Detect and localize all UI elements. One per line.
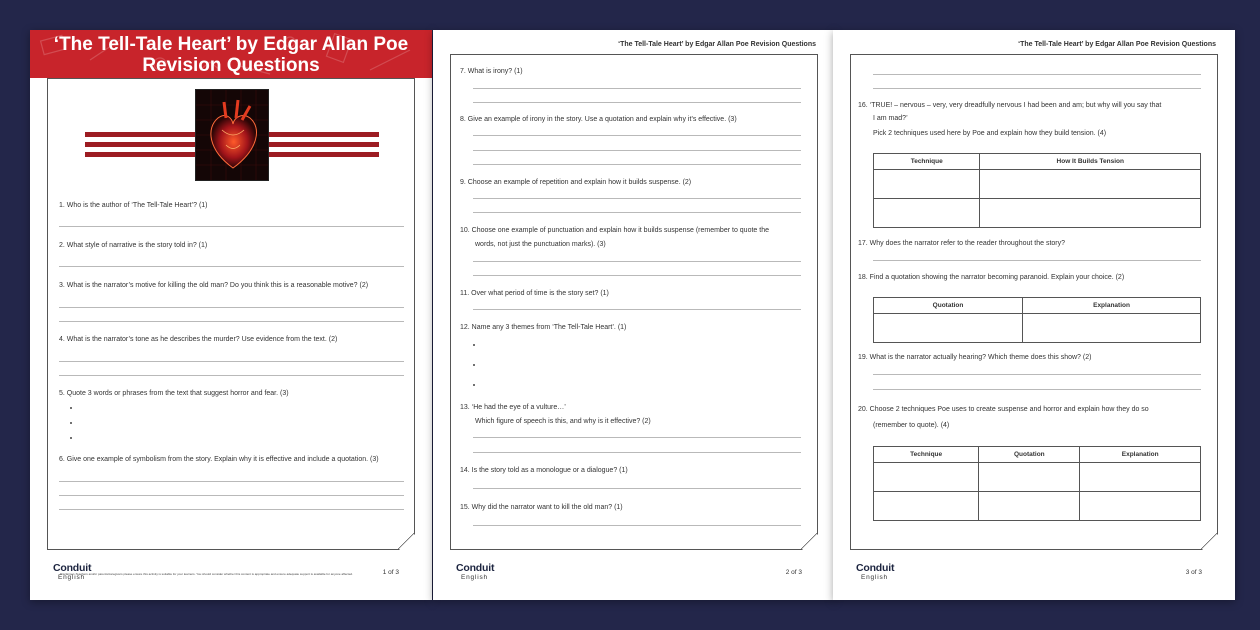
decorative-stripe bbox=[269, 142, 379, 147]
bullet-point bbox=[70, 437, 72, 439]
question-15: 15. Why did the narrator want to kill the old man? (1) bbox=[460, 504, 623, 511]
question-9: 9. Choose an example of repetition and explain how it builds suspense. (2) bbox=[460, 179, 692, 186]
answer-line[interactable] bbox=[59, 266, 404, 267]
logo-subtitle: English bbox=[58, 574, 85, 581]
table-cell[interactable] bbox=[874, 492, 979, 521]
answer-line[interactable] bbox=[59, 481, 404, 482]
decorative-stripe bbox=[269, 132, 379, 137]
question-2: 2. What style of narrative is the story told in? (1) bbox=[59, 242, 208, 249]
table-cell[interactable] bbox=[874, 199, 980, 228]
table-cell[interactable] bbox=[1080, 492, 1201, 521]
question-16-task: Pick 2 techniques used here by Poe and explain how they build tension. (4) bbox=[873, 130, 1107, 137]
technique-quotation-explanation-table bbox=[873, 446, 1201, 521]
question-7: 7. What is irony? (1) bbox=[460, 68, 523, 75]
question-3: 3. What is the narrator’s motive for killing the old man? Do you think this is a reasonable motive? (2) bbox=[59, 282, 369, 289]
logo-wordmark: Conduit bbox=[856, 562, 895, 574]
answer-line[interactable] bbox=[473, 150, 801, 151]
answer-line[interactable] bbox=[59, 307, 404, 308]
table-cell[interactable] bbox=[979, 492, 1080, 521]
table-header-quotation: Quotation bbox=[979, 447, 1080, 463]
worksheet-page-2 bbox=[433, 30, 835, 600]
decorative-stripe bbox=[269, 152, 379, 157]
bullet-point bbox=[70, 422, 72, 424]
logo-subtitle: English bbox=[861, 574, 888, 581]
answer-line[interactable] bbox=[59, 226, 404, 227]
answer-line[interactable] bbox=[473, 275, 801, 276]
question-12: 12. Name any 3 themes from ‘The Tell-Tale Heart’. (1) bbox=[460, 324, 627, 331]
conduit-logo bbox=[53, 562, 91, 581]
answer-line[interactable] bbox=[873, 389, 1201, 390]
answer-line[interactable] bbox=[59, 495, 404, 496]
table-header-explanation: Explanation bbox=[1080, 447, 1201, 463]
table-header-technique: Technique bbox=[874, 447, 979, 463]
running-header: ‘The Tell-Tale Heart’ by Edgar Allan Poe Revision Questions bbox=[1018, 41, 1216, 48]
disclaimer-text: Disclaimer: Teachers and/or parents/caregivers please ensure this activity is suitable for your learners. You should consider whether this content is appropriate and ensure adequate support is available for anyone affected. bbox=[60, 572, 353, 576]
answer-line[interactable] bbox=[59, 321, 404, 322]
answer-line[interactable] bbox=[59, 361, 404, 362]
question-10: 10. Choose one example of punctuation and explain how it builds suspense (remember to quote the bbox=[460, 227, 769, 234]
question-16: 16. ‘TRUE! – nervous – very, very dreadfully nervous I had been and am; but why will you say that bbox=[858, 102, 1162, 109]
answer-line[interactable] bbox=[473, 164, 801, 165]
answer-line[interactable] bbox=[473, 488, 801, 489]
conduit-logo bbox=[456, 562, 494, 581]
answer-line[interactable] bbox=[59, 375, 404, 376]
question-17: 17. Why does the narrator refer to the reader throughout the story? bbox=[858, 240, 1066, 247]
table-cell[interactable] bbox=[980, 199, 1201, 228]
answer-line[interactable] bbox=[873, 260, 1201, 261]
question-13: 13. ‘He had the eye of a vulture…’ bbox=[460, 404, 566, 411]
question-18: 18. Find a quotation showing the narrator becoming paranoid. Explain your choice. (2) bbox=[858, 274, 1125, 281]
question-14: 14. Is the story told as a monologue or a dialogue? (1) bbox=[460, 467, 628, 474]
answer-line[interactable] bbox=[473, 102, 801, 103]
answer-line[interactable] bbox=[473, 198, 801, 199]
page-number: 2 of 3 bbox=[785, 569, 802, 576]
question-1: 1. Who is the author of ‘The Tell-Tale Heart’? (1) bbox=[59, 202, 208, 209]
question-19: 19. What is the narrator actually hearing? Which theme does this show? (2) bbox=[858, 354, 1092, 361]
decorative-stripe bbox=[85, 132, 195, 137]
table-header-quotation: Quotation bbox=[874, 298, 1023, 314]
question-11: 11. Over what period of time is the story set? (1) bbox=[460, 290, 609, 297]
logo-wordmark: Conduit bbox=[53, 562, 92, 574]
answer-line[interactable] bbox=[473, 525, 801, 526]
table-cell[interactable] bbox=[1080, 463, 1201, 492]
answer-line[interactable] bbox=[473, 452, 801, 453]
decorative-stripe bbox=[85, 152, 195, 157]
table-cell[interactable] bbox=[979, 463, 1080, 492]
answer-line[interactable] bbox=[473, 135, 801, 136]
question-13-continued: Which figure of speech is this, and why is it effective? (2) bbox=[475, 418, 651, 425]
quotation-explanation-table bbox=[873, 297, 1201, 343]
answer-line[interactable] bbox=[473, 212, 801, 213]
logo-wordmark: Conduit bbox=[456, 562, 495, 574]
answer-line[interactable] bbox=[873, 374, 1201, 375]
document-title-line-2: Revision Questions bbox=[142, 55, 320, 76]
question-8: 8. Give an example of irony in the story. Use a quotation and explain why it’s effective. (3) bbox=[460, 116, 737, 123]
answer-line[interactable] bbox=[873, 88, 1201, 89]
answer-line[interactable] bbox=[473, 437, 801, 438]
heart-illustration-icon bbox=[195, 89, 269, 181]
decorative-stripe bbox=[85, 142, 195, 147]
title-banner bbox=[30, 30, 432, 78]
table-header-how-it-builds-tension: How It Builds Tension bbox=[980, 154, 1201, 170]
question-4: 4. What is the narrator’s tone as he describes the murder? Use evidence from the text. (2) bbox=[59, 336, 338, 343]
bullet-point bbox=[70, 407, 72, 409]
table-cell[interactable] bbox=[874, 314, 1023, 343]
answer-line[interactable] bbox=[473, 88, 801, 89]
document-title-line-1: ‘The Tell-Tale Heart’ by Edgar Allan Poe bbox=[53, 34, 409, 55]
conduit-logo bbox=[856, 562, 894, 581]
answer-line[interactable] bbox=[473, 309, 801, 310]
page-number: 3 of 3 bbox=[1185, 569, 1202, 576]
answer-line[interactable] bbox=[873, 74, 1201, 75]
question-16-quote-end: I am mad?’ bbox=[873, 115, 908, 122]
question-20: 20. Choose 2 techniques Poe uses to create suspense and horror and explain how they do so bbox=[858, 406, 1149, 413]
bullet-point bbox=[473, 344, 475, 346]
table-cell[interactable] bbox=[874, 463, 979, 492]
worksheet-page-1 bbox=[30, 30, 432, 600]
page-number: 1 of 3 bbox=[382, 569, 399, 576]
worksheet-page-3 bbox=[833, 30, 1235, 600]
table-header-technique: Technique bbox=[874, 154, 980, 170]
question-6: 6. Give one example of symbolism from the story. Explain why it is effective and include a quotation. (3) bbox=[59, 456, 379, 463]
logo-subtitle: English bbox=[461, 574, 488, 581]
table-cell[interactable] bbox=[874, 170, 980, 199]
answer-line[interactable] bbox=[473, 261, 801, 262]
technique-tension-table bbox=[873, 153, 1201, 228]
bullet-point bbox=[473, 384, 475, 386]
table-header-explanation: Explanation bbox=[1023, 298, 1201, 314]
bullet-point bbox=[473, 364, 475, 366]
question-10-continued: words, not just the punctuation marks). (3) bbox=[475, 241, 606, 248]
table-cell[interactable] bbox=[980, 170, 1201, 199]
question-20-continued: (remember to quote). (4) bbox=[873, 422, 950, 429]
running-header: ‘The Tell-Tale Heart’ by Edgar Allan Poe Revision Questions bbox=[618, 41, 816, 48]
question-5: 5. Quote 3 words or phrases from the text that suggest horror and fear. (3) bbox=[59, 390, 289, 397]
answer-line[interactable] bbox=[59, 509, 404, 510]
table-cell[interactable] bbox=[1023, 314, 1201, 343]
